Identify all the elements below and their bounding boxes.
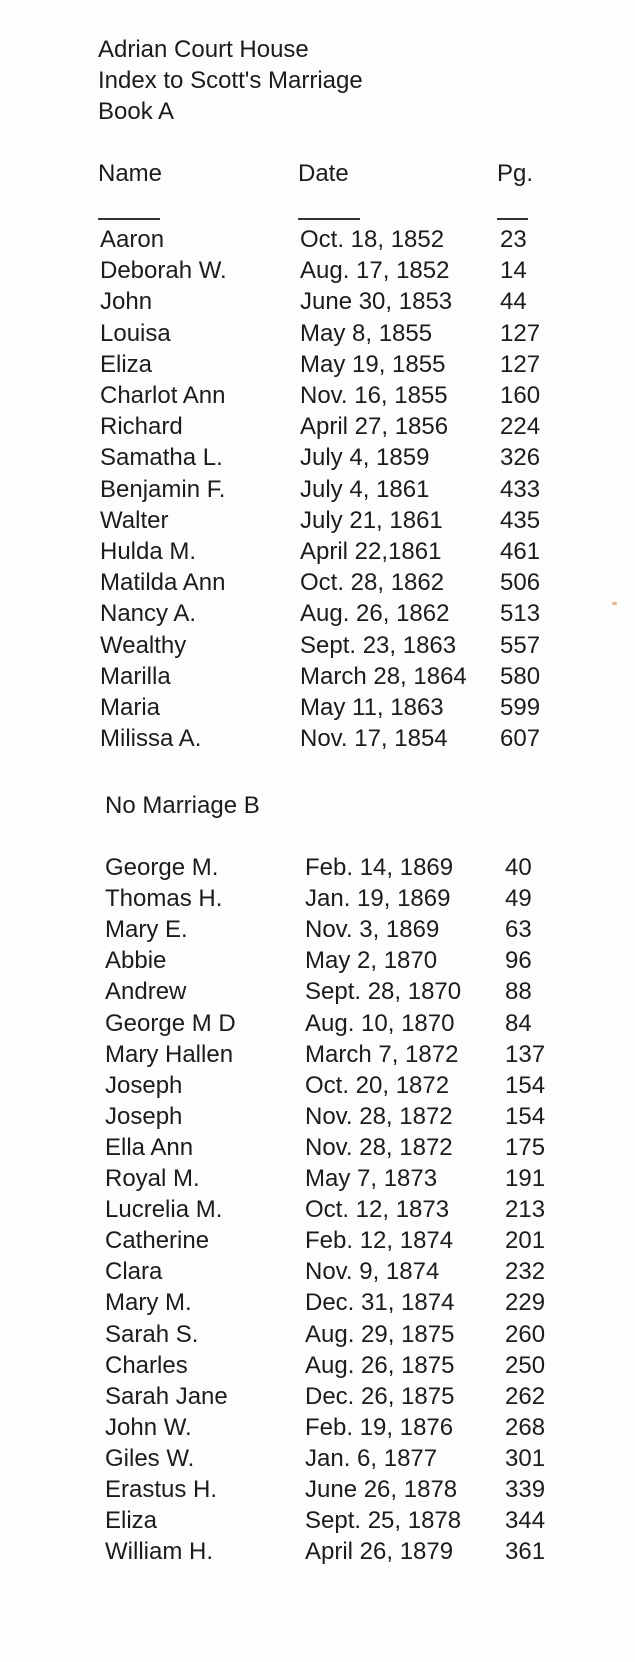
index-entry-row: [0, 1163, 635, 1194]
entry-page: 580: [500, 662, 541, 690]
entry-page: 557: [500, 631, 541, 659]
entry-name: George M.: [105, 854, 219, 881]
entry-page: 326: [500, 444, 541, 472]
entry-name: Eliza: [100, 350, 153, 378]
entry-name: Erastus H.: [105, 1476, 218, 1503]
entry-page: 599: [500, 694, 541, 721]
entry-page: 96: [505, 947, 532, 975]
header-book-label: Book A: [98, 98, 175, 125]
entry-date: July 4, 1861: [300, 475, 430, 503]
header-index-title: Index to Scott's Marriage: [98, 67, 363, 94]
entry-page: 14: [500, 257, 527, 285]
index-entry-row: [0, 567, 635, 598]
entry-date: May 2, 1870: [305, 947, 438, 975]
entry-date: Jan. 19, 1869: [305, 885, 451, 913]
entry-name: Sarah S.: [105, 1320, 199, 1348]
entry-name: Abbie: [105, 947, 167, 975]
entry-name: Samatha L.: [100, 444, 223, 472]
entry-page: 506: [500, 569, 541, 597]
entry-date: May 8, 1855: [300, 319, 433, 347]
entry-page: 23: [500, 226, 527, 253]
entry-date: Dec. 31, 1874: [305, 1289, 455, 1317]
entry-name: Charles: [105, 1351, 188, 1379]
index-entry-row: [0, 1039, 635, 1070]
entry-page: 213: [505, 1196, 546, 1224]
entry-name: Wealthy: [100, 631, 187, 659]
index-entry-row: [0, 224, 635, 255]
index-entry-row: [0, 1101, 635, 1132]
index-entry-row: [0, 1319, 635, 1350]
entry-name: Giles W.: [105, 1444, 195, 1472]
entry-page: 339: [505, 1476, 546, 1503]
index-entry-row: [0, 598, 635, 629]
entry-name: Marilla: [100, 662, 171, 690]
index-entry-row: [0, 1474, 635, 1505]
index-entry-row: [0, 1505, 635, 1536]
page-column-underline: [497, 218, 528, 220]
entry-page: 49: [505, 885, 532, 913]
paper-speck: [612, 602, 617, 605]
entry-name: Louisa: [100, 319, 171, 347]
index-entry-row: [0, 1194, 635, 1225]
index-entry-row: [0, 692, 635, 723]
index-entry-row: [0, 945, 635, 976]
entry-page: 44: [500, 288, 527, 316]
entry-name: Mary M.: [105, 1289, 192, 1317]
index-entry-row: [0, 380, 635, 411]
column-header-page: Pg.: [497, 160, 534, 187]
entry-date: Aug. 29, 1875: [305, 1320, 455, 1348]
entry-name: Mary Hallen: [105, 1040, 234, 1068]
entry-date: May 19, 1855: [300, 350, 446, 378]
entry-page: 461: [500, 538, 541, 565]
column-header-name: Name: [98, 160, 163, 187]
entry-page: 127: [500, 350, 541, 378]
entry-date: Jan. 6, 1877: [305, 1444, 438, 1472]
index-entry-row: [0, 914, 635, 945]
entry-date: Aug. 17, 1852: [300, 257, 450, 285]
column-header-date: Date: [298, 160, 349, 187]
entry-name: John W.: [105, 1413, 192, 1441]
entry-date: Sept. 28, 1870: [305, 978, 462, 1006]
entry-name: Matilda Ann: [100, 569, 226, 597]
entry-date: June 30, 1853: [300, 288, 453, 316]
entry-name: Benjamin F.: [100, 475, 226, 503]
entry-name: John: [100, 288, 153, 316]
entry-name: Maria: [100, 694, 161, 721]
entry-page: 229: [505, 1289, 546, 1317]
entry-name: William H.: [105, 1538, 213, 1566]
entry-date: Aug. 10, 1870: [305, 1009, 455, 1037]
entry-date: Sept. 25, 1878: [305, 1507, 462, 1535]
entry-page: 137: [505, 1040, 546, 1068]
entry-name: Royal M.: [105, 1165, 200, 1192]
entry-page: 301: [505, 1444, 546, 1472]
entry-date: Nov. 3, 1869: [305, 916, 440, 944]
index-entry-row: [0, 474, 635, 505]
entry-page: 154: [505, 1071, 546, 1099]
entry-page: 260: [505, 1320, 546, 1348]
index-entry-row: [0, 1287, 635, 1318]
entry-date: May 11, 1863: [300, 694, 444, 721]
index-entry-row: [0, 723, 635, 754]
index-entry-row: [0, 1412, 635, 1443]
index-entry-row: [0, 1256, 635, 1287]
entry-date: May 7, 1873: [305, 1165, 438, 1192]
index-entry-row: [0, 630, 635, 661]
entry-date: Oct. 18, 1852: [300, 226, 445, 253]
entry-name: Eliza: [105, 1507, 158, 1535]
entry-date: Oct. 12, 1873: [305, 1196, 450, 1224]
entry-page: 88: [505, 978, 532, 1006]
entry-date: Oct. 28, 1862: [300, 569, 445, 597]
entry-page: 160: [500, 382, 541, 409]
index-entry-row: [0, 661, 635, 692]
entry-page: 250: [505, 1351, 546, 1379]
entry-date: June 26, 1878: [305, 1476, 458, 1503]
document-header: [98, 34, 363, 127]
entry-name: Ella Ann: [105, 1133, 194, 1161]
entry-date: July 4, 1859: [300, 444, 430, 472]
entry-page: 361: [505, 1538, 546, 1566]
section-b-title: No Marriage B: [105, 792, 260, 819]
index-entry-row: [0, 442, 635, 473]
index-entry-row: [0, 976, 635, 1007]
entry-page: 201: [505, 1227, 546, 1255]
entry-page: 607: [500, 725, 541, 753]
entry-name: George M D: [105, 1009, 236, 1037]
entry-name: Deborah W.: [100, 257, 227, 285]
entry-date: Aug. 26, 1862: [300, 600, 450, 628]
entry-page: 344: [505, 1507, 546, 1535]
index-entry-row: [0, 349, 635, 380]
index-entry-row: [0, 883, 635, 914]
entry-page: 40: [505, 854, 532, 881]
entry-date: Nov. 16, 1855: [300, 382, 448, 409]
entry-date: March 28, 1864: [300, 662, 467, 690]
index-entry-row: [0, 411, 635, 442]
entry-name: Joseph: [105, 1071, 183, 1099]
index-entry-row: [0, 1070, 635, 1101]
entry-date: Sept. 23, 1863: [300, 631, 457, 659]
entry-date: July 21, 1861: [300, 506, 443, 534]
entry-name: Milissa A.: [100, 725, 202, 753]
entry-page: 435: [500, 506, 541, 534]
entry-page: 232: [505, 1258, 546, 1286]
index-entry-row: [0, 1350, 635, 1381]
entry-name: Charlot Ann: [100, 382, 226, 409]
entry-date: April 27, 1856: [300, 413, 449, 441]
entry-name: Catherine: [105, 1227, 210, 1255]
entry-date: Nov. 28, 1872: [305, 1102, 453, 1130]
index-entry-row: [0, 536, 635, 567]
entry-date: Feb. 19, 1876: [305, 1413, 454, 1441]
entry-page: 84: [505, 1009, 532, 1037]
entry-name: Richard: [100, 413, 183, 441]
entry-page: 224: [500, 413, 541, 441]
entry-name: Sarah Jane: [105, 1382, 228, 1410]
entry-name: Andrew: [105, 978, 187, 1006]
entry-page: 154: [505, 1102, 546, 1130]
entry-name: Aaron: [100, 226, 165, 253]
entry-page: 268: [505, 1413, 546, 1441]
entry-page: 513: [500, 600, 541, 628]
entry-date: Nov. 17, 1854: [300, 725, 448, 753]
entry-page: 191: [505, 1165, 546, 1192]
index-entry-row: [0, 1132, 635, 1163]
entry-date: Oct. 20, 1872: [305, 1071, 450, 1099]
entry-page: 433: [500, 475, 541, 503]
index-entry-row: [0, 1536, 635, 1567]
entry-name: Nancy A.: [100, 600, 197, 628]
index-entry-row: [0, 286, 635, 317]
index-entry-row: [0, 255, 635, 286]
name-column-underline: [98, 218, 160, 220]
entry-name: Thomas H.: [105, 885, 223, 913]
entry-date: April 26, 1879: [305, 1538, 454, 1566]
entry-name: Lucrelia M.: [105, 1196, 223, 1224]
index-entry-row: [0, 1225, 635, 1256]
entry-page: 262: [505, 1382, 546, 1410]
entry-name: Hulda M.: [100, 538, 197, 565]
entry-date: April 22,1861: [300, 538, 442, 565]
entry-date: Feb. 14, 1869: [305, 854, 454, 881]
index-entry-row: [0, 1443, 635, 1474]
entry-page: 127: [500, 319, 541, 347]
index-entry-row: [0, 318, 635, 349]
entry-date: March 7, 1872: [305, 1040, 459, 1068]
date-column-underline: [298, 218, 360, 220]
index-entry-row: [0, 1008, 635, 1039]
entry-name: Joseph: [105, 1102, 183, 1130]
entry-page: 175: [505, 1133, 546, 1161]
entry-date: Dec. 26, 1875: [305, 1382, 455, 1410]
entry-name: Clara: [105, 1258, 163, 1286]
header-court-house: Adrian Court House: [98, 36, 309, 63]
entry-date: Feb. 12, 1874: [305, 1227, 454, 1255]
entry-name: Walter: [100, 506, 169, 534]
entry-date: Aug. 26, 1875: [305, 1351, 455, 1379]
index-entry-row: [0, 852, 635, 883]
entry-page: 63: [505, 916, 532, 944]
entry-date: Nov. 9, 1874: [305, 1258, 440, 1286]
index-entry-row: [0, 505, 635, 536]
entry-name: Mary E.: [105, 916, 188, 944]
entry-date: Nov. 28, 1872: [305, 1133, 453, 1161]
index-entry-row: [0, 1381, 635, 1412]
